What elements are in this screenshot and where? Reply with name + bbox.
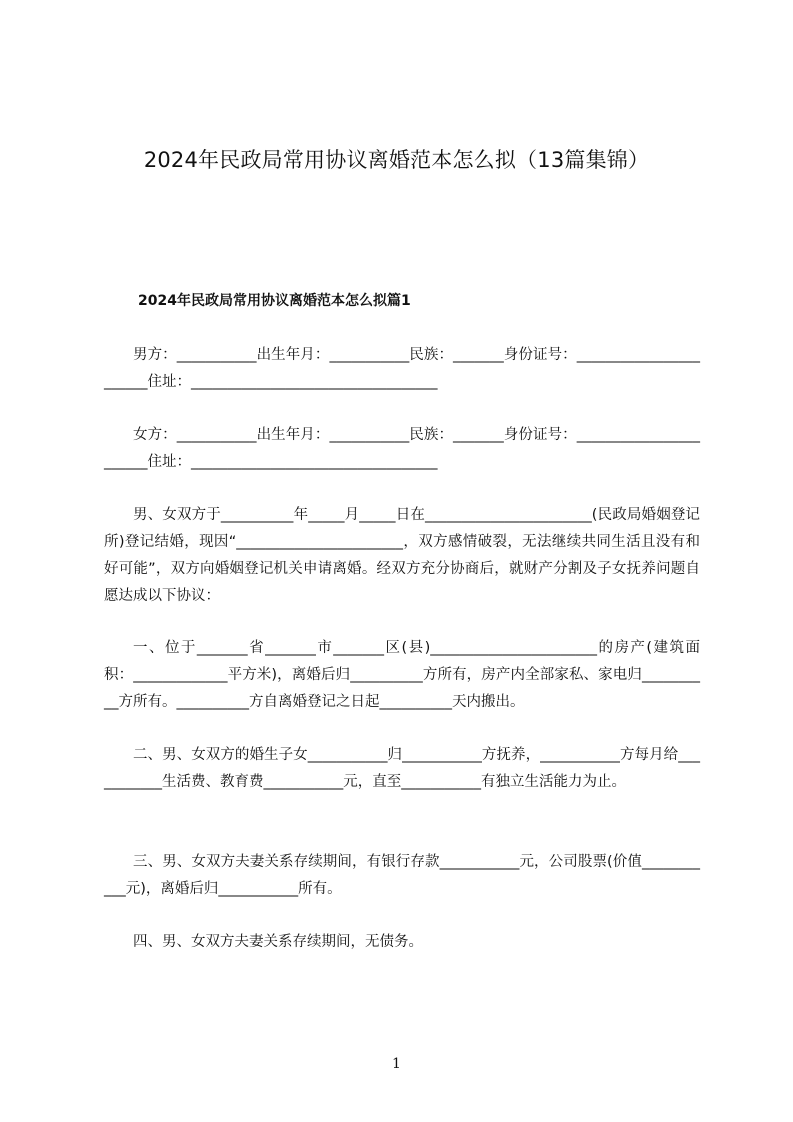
section-heading: 2024年民政局常用协议离婚范本怎么拟篇1	[138, 293, 411, 309]
marriage-registration-paragraph: 男、女双方于__________年_____月_____日在_______________________(民政局婚姻登记所)登记结婚，现因“_______________________，双方感情破裂，无法继续共同生活且没有和好可能”，双方向婚姻登记机关申请离婚。经双方充分协商后，就财产分割及子女抚养问题自愿达成以下协议：	[104, 507, 700, 604]
page-number: 1	[392, 1056, 401, 1072]
savings-stocks-clause-paragraph: 三、男、女双方夫妻关系存续期间，有银行存款___________元，公司股票(价值___________元)，离婚后归___________所有。	[104, 854, 700, 897]
document-title: 2024年民政局常用协议离婚范本怎么拟（13篇集锦）	[143, 148, 650, 172]
male-party-info-paragraph: 男方：___________出生年月：___________民族：_______身份证号：_______________________住址：__________________________________	[104, 347, 700, 390]
property-clause-paragraph: 一、位于_______省_______市_______区(县)_______________________的房产(建筑面积：_____________平方米)，离婚后归__________方所有，房产内全部家私、家电归__________方所有。__________方自离婚登记之日起__________天内搬出。	[104, 640, 700, 710]
debt-clause-paragraph: 四、男、女双方夫妻关系存续期间，无债务。	[133, 934, 423, 950]
child-custody-clause-paragraph: 二、男、女双方的婚生子女___________归___________方抚养，___________方每月给___________生活费、教育费___________元，直至___________有独立生活能力为止。	[104, 747, 700, 790]
female-party-info-paragraph: 女方：___________出生年月：___________民族：_______身份证号：_______________________住址：__________________________________	[104, 427, 700, 470]
